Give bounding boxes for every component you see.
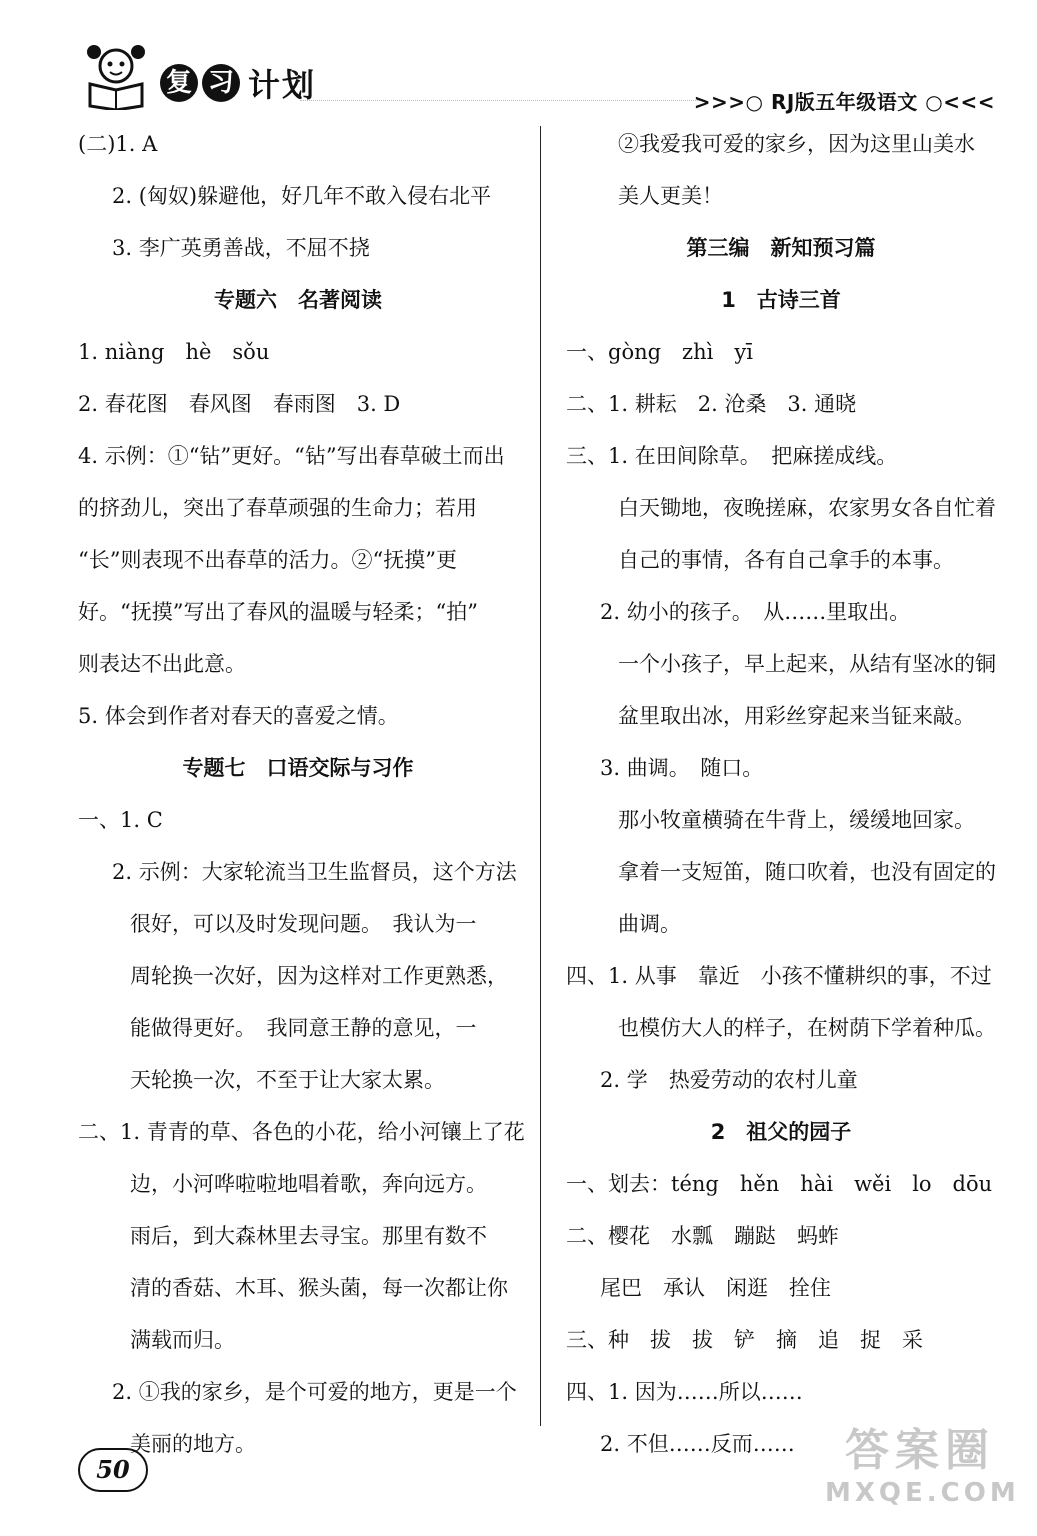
answer-line: 雨后，到大森林里去寻宝。那里有数不: [130, 1224, 487, 1248]
logo-char-1: 复: [160, 64, 198, 102]
watermark-bottom: MXQE.COM: [825, 1478, 1020, 1508]
answer-line: 一、划去：téng hěn hài wěi lo dōu: [566, 1172, 993, 1196]
answer-line: 三、1. 在田间除草。 把麻搓成线。: [566, 444, 898, 468]
answer-line: 2. 学 热爱劳动的农村儿童: [600, 1068, 858, 1092]
answer-line: 一、1. C: [78, 808, 163, 832]
section-heading: 专题六 名著阅读: [214, 288, 382, 312]
answer-line: 3. 曲调。 随口。: [600, 756, 764, 780]
answer-line: 2. ①我的家乡，是个可爱的地方，更是一个: [112, 1380, 517, 1404]
answer-line: 那小牧童横骑在牛背上，缓缓地回家。: [618, 808, 975, 832]
answer-line: 二、樱花 水瓢 蹦跶 蚂蚱: [566, 1224, 839, 1248]
answer-line: 2. 示例：大家轮流当卫生监督员，这个方法: [112, 860, 517, 884]
answer-line: 白天锄地，夜晚搓麻，农家男女各自忙着: [618, 496, 996, 520]
answer-line: 2. 不但……反而……: [600, 1432, 795, 1456]
answer-line: (二)1. A: [78, 132, 158, 156]
watermark-top: 答案圈: [845, 1425, 995, 1476]
answer-line: 清的香菇、木耳、猴头菌，每一次都让你: [130, 1276, 508, 1300]
logo-char-2: 习: [202, 64, 240, 102]
series-label: >>>○ RJ版五年级语文 ○<<<: [693, 90, 995, 114]
answer-line: 2. 幼小的孩子。 从……里取出。: [600, 600, 911, 624]
answer-line: 很好，可以及时发现问题。 我认为一: [130, 912, 477, 936]
answer-line: 1. niàng hè sǒu: [78, 340, 270, 364]
answer-line: 四、1. 从事 靠近 小孩不懂耕织的事，不过: [566, 964, 992, 988]
answer-line: 一个小孩子，早上起来，从结有坚冰的铜: [618, 652, 996, 676]
answer-line: 天轮换一次，不至于让大家太累。: [130, 1068, 445, 1092]
watermark-logo: [825, 1424, 1020, 1514]
answer-line: 美丽的地方。: [130, 1432, 256, 1456]
answer-line: 自己的事情，各有自己拿手的本事。: [618, 548, 954, 572]
answer-line: 2. (匈奴)躲避他，好几年不敢入侵右北平: [112, 184, 492, 208]
answer-line: 曲调。: [618, 912, 681, 936]
section-heading: 第三编 新知预习篇: [686, 236, 876, 260]
reading-girl-icon: [80, 40, 152, 110]
answer-line: 四、1. 因为……所以……: [566, 1380, 803, 1404]
answer-line: 二、1. 青青的草、各色的小花，给小河镶上了花: [78, 1120, 525, 1144]
answer-line: 二、1. 耕耘 2. 沧桑 3. 通晓: [566, 392, 857, 416]
answer-line: 满载而归。: [130, 1328, 235, 1352]
column-divider: [540, 126, 541, 1426]
answer-line: 2. 春花图 春风图 春雨图 3. D: [78, 392, 401, 416]
page-number: 50: [78, 1448, 148, 1492]
answer-line: 边，小河哗啦啦地唱着歌，奔向远方。: [130, 1172, 487, 1196]
right-column: [566, 118, 996, 1470]
answer-line: 也模仿大人的样子，在树荫下学着种瓜。: [618, 1016, 996, 1040]
section-heading: 1 古诗三首: [721, 288, 841, 312]
answer-line: 的挤劲儿，突出了春草顽强的生命力；若用: [78, 496, 477, 520]
answer-line: 周轮换一次好，因为这样对工作更熟悉，: [130, 964, 508, 988]
logo-char-3: 计划: [248, 66, 317, 104]
review-plan-logo: [160, 60, 316, 106]
left-column: [78, 118, 525, 1470]
answer-line: ②我爱我可爱的家乡，因为这里山美水: [618, 132, 975, 156]
answer-line: 三、种 拔 拔 铲 摘 追 捉 采: [566, 1328, 923, 1352]
answer-line: 盆里取出冰，用彩丝穿起来当钲来敲。: [618, 704, 975, 728]
answer-line: 3. 李广英勇善战，不屈不挠: [112, 236, 370, 260]
page-header: [0, 0, 1037, 120]
answer-line: 好。“抚摸”写出了春风的温暖与轻柔；“拍”: [78, 600, 478, 624]
section-heading: 2 祖父的园子: [710, 1120, 852, 1144]
answer-line: 则表达不出此意。: [78, 652, 246, 676]
answer-line: “长”则表现不出春草的活力。②“抚摸”更: [78, 548, 457, 572]
answer-line: 尾巴 承认 闲逛 拴住: [600, 1276, 831, 1300]
answer-line: 美人更美！: [618, 184, 723, 208]
answer-line: 能做得更好。 我同意王静的意见，一: [130, 1016, 477, 1040]
answer-line: 4. 示例：①“钻”更好。“钻”写出春草破土而出: [78, 444, 505, 468]
answer-line: 一、gòng zhì yī: [566, 340, 753, 364]
answer-line: 拿着一支短笛，随口吹着，也没有固定的: [618, 860, 996, 884]
answer-line: 5. 体会到作者对春天的喜爱之情。: [78, 704, 399, 728]
header-rule: [300, 100, 700, 101]
section-heading: 专题七 口语交际与习作: [182, 756, 414, 780]
